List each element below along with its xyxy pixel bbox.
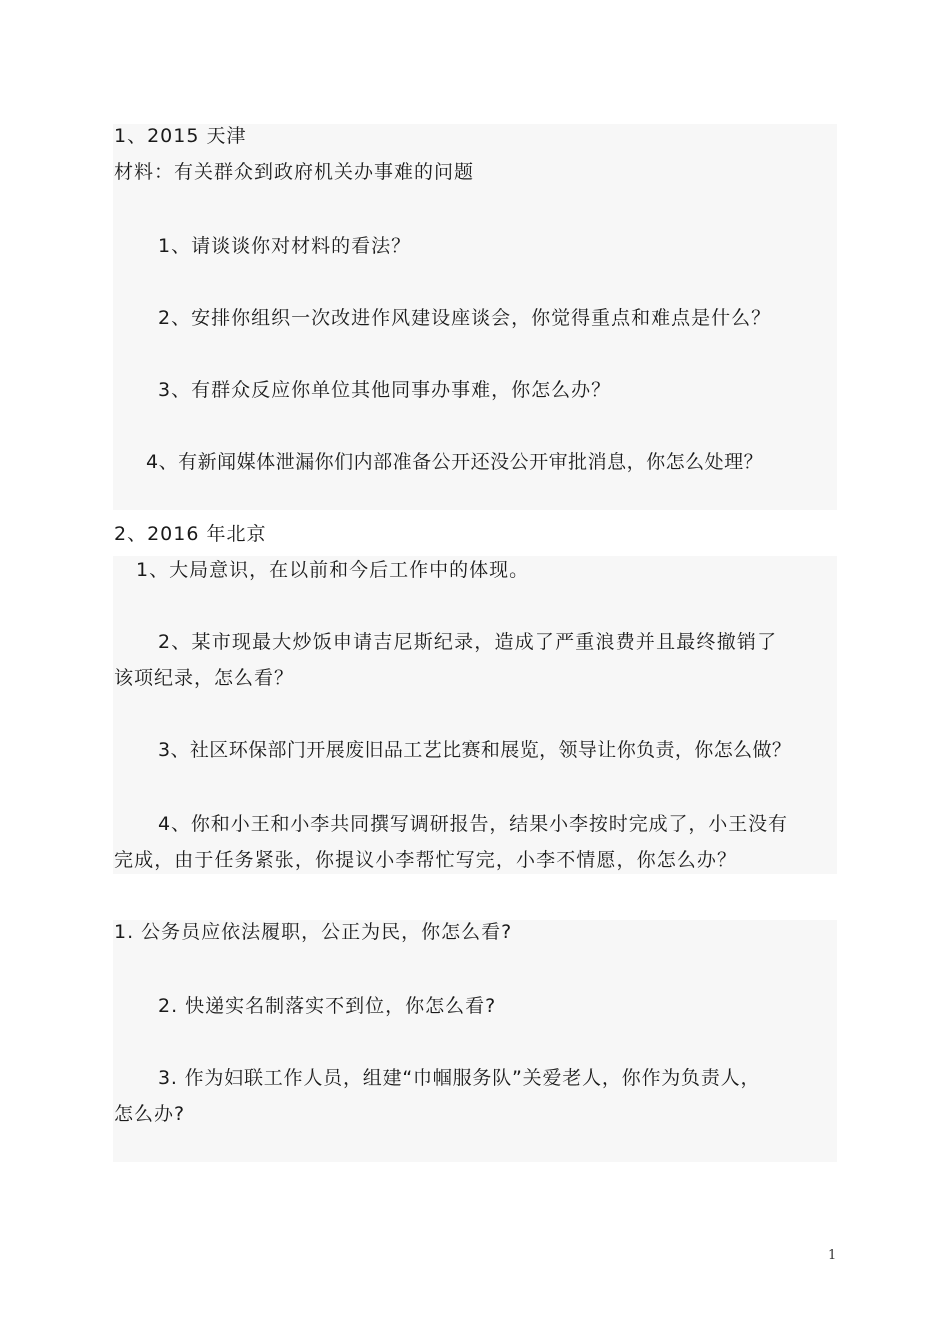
section3-question-2: 2. 快递实名制落实不到位，你怎么看? bbox=[158, 995, 497, 1017]
section2-question-2-cont: 该项纪录，怎么看？ bbox=[114, 667, 295, 689]
section2-question-2: 2、某市现最大炒饭申请吉尼斯纪录，造成了严重浪费并且最终撤销了 bbox=[158, 631, 778, 653]
section2-question-1: 1、大局意识，在以前和今后工作中的体现。 bbox=[136, 559, 530, 581]
section2-question-4-cont: 完成，由于任务紧张，你提议小李帮忙写完，小李不情愿，你怎么办？ bbox=[114, 849, 738, 871]
section3-question-1: 1. 公务员应依法履职，公正为民，你怎么看? bbox=[114, 921, 513, 943]
section1-material: 材料：有关群众到政府机关办事难的问题 bbox=[114, 161, 475, 183]
page-number: 1 bbox=[828, 1248, 837, 1263]
section3-question-3: 3. 作为妇联工作人员，组建“巾帼服务队”关爱老人，你作为负责人， bbox=[158, 1067, 761, 1089]
section3-question-3-cont: 怎么办? bbox=[114, 1103, 186, 1125]
section1-question-1: 1、请谈谈你对材料的看法？ bbox=[158, 235, 412, 257]
section1-question-2: 2、安排你组织一次改进作风建设座谈会，你觉得重点和难点是什么？ bbox=[158, 307, 772, 329]
section2-question-4: 4、你和小王和小李共同撰写调研报告，结果小李按时完成了，小王没有 bbox=[158, 813, 788, 835]
section1-question-3: 3、有群众反应你单位其他同事办事难，你怎么办？ bbox=[158, 379, 612, 401]
section2-question-3: 3、社区环保部门开展废旧品工艺比赛和展览，领导让你负责，你怎么做？ bbox=[158, 739, 792, 761]
section2-heading: 2、2016 年北京 bbox=[114, 523, 267, 545]
section3-block bbox=[113, 920, 837, 1162]
section1-heading: 1、2015 天津 bbox=[114, 125, 247, 147]
section1-question-4: 4、有新闻媒体泄漏你们内部准备公开还没公开审批消息，你怎么处理？ bbox=[146, 451, 764, 473]
